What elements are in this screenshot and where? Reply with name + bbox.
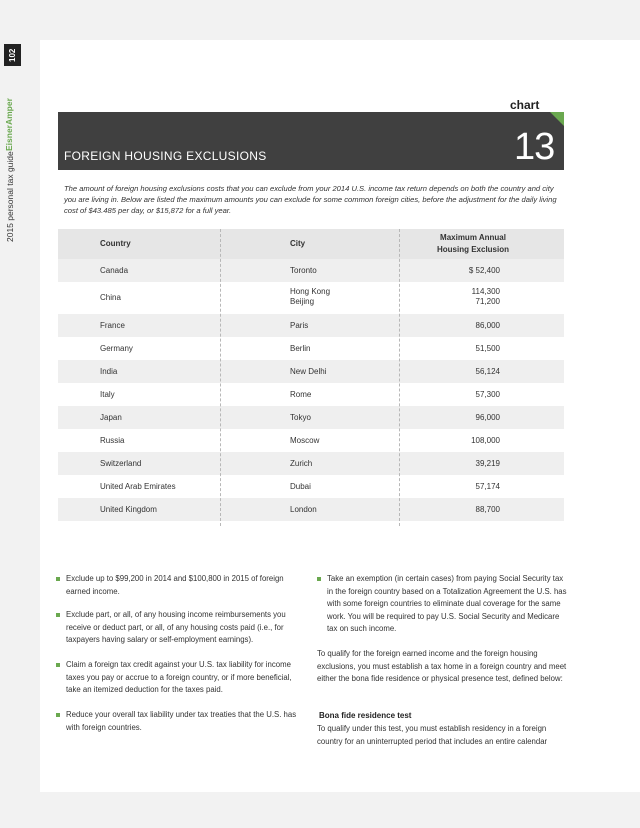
table-row [58, 406, 564, 429]
cell-country [100, 505, 157, 514]
country-name: France [100, 321, 125, 330]
bullet-square-icon [56, 613, 60, 617]
bullet-square-icon [56, 713, 60, 717]
bullet-item: Reduce your overall tax liability under tax treaties that the U.S. has with foreign countries. [66, 709, 306, 734]
column-divider [399, 229, 400, 526]
cell-amount [476, 344, 500, 354]
page-number: 102 [4, 44, 21, 66]
table-row [58, 314, 564, 337]
bullet-item: Claim a foreign tax credit against your U.S. tax liability for income taxes you pay or accrue to a foreign country, or if more beneficial, take an itemized deduction for the taxes paid. [66, 659, 306, 697]
bullet-item: Take an exemption (in certain cases) from paying Social Security tax in the foreign country based on a Totalization Agreement the U.S. has with some foreign countries to eliminate dual coverage for the same work. You will be required to pay U.S. Social Security and Medicare tax on such income. [327, 573, 567, 636]
table-row [58, 360, 564, 383]
cell-country [100, 459, 141, 468]
city-name: Hong Kong [290, 287, 331, 296]
cell-country [100, 344, 133, 353]
body-paragraph: To qualify for the foreign earned income and the foreign housing exclusions, you must establish a tax home in a foreign country and meet either the bona fide residence or physical presence test, defined below: [317, 649, 567, 683]
cell-city [290, 321, 308, 331]
chart-number-box [506, 112, 564, 170]
section-subheading: Bona fide residence test [319, 711, 412, 720]
amount-value: 114,300 [471, 287, 500, 296]
table-row [58, 282, 564, 314]
table-row [58, 475, 564, 498]
chart-title: FOREIGN HOUSING EXCLUSIONS [64, 149, 267, 163]
cell-amount [471, 436, 500, 446]
country-name: Russia [100, 436, 125, 445]
cell-country [100, 293, 121, 302]
cell-country [100, 266, 128, 275]
country-name: China [100, 293, 121, 302]
amount-value: $ 52,400 [468, 266, 500, 275]
city-name: Paris [290, 321, 309, 330]
cell-country [100, 367, 117, 376]
cell-amount [469, 266, 500, 276]
country-name: Italy [100, 390, 115, 399]
city-name: Moscow [290, 436, 320, 445]
amount-value: 108,000 [471, 436, 500, 445]
cell-city [290, 413, 311, 423]
brand-name: EisnerAmper [4, 98, 14, 152]
column-divider [220, 229, 221, 526]
city-name: Beijing [290, 297, 315, 306]
cell-city [290, 367, 326, 377]
city-name: Tokyo [290, 413, 311, 422]
amount-value: 57,300 [475, 390, 500, 399]
cell-country [100, 482, 176, 491]
cell-amount [476, 482, 500, 492]
amount-value: 57,174 [475, 482, 500, 491]
bullet-square-icon [317, 577, 321, 581]
city-name: New Delhi [290, 367, 327, 376]
cell-amount [476, 367, 500, 377]
table-row [58, 452, 564, 475]
amount-value: 88,700 [475, 505, 500, 514]
cell-city [290, 266, 317, 276]
amount-value: 71,200 [475, 297, 500, 306]
cell-city [290, 505, 317, 515]
header-country: Country [100, 239, 131, 248]
chart-number: 13 [514, 126, 555, 168]
runner-text: 2015 personal tax guide [5, 151, 15, 242]
table-header [58, 229, 564, 259]
header-amount [418, 232, 528, 256]
cell-amount [476, 390, 500, 400]
header-amount-line2: Housing Exclusion [436, 245, 509, 254]
bullet-item: Exclude up to $99,200 in 2014 and $100,800 in 2015 of foreign earned income. [66, 573, 306, 598]
cell-city [290, 344, 310, 354]
cell-country [100, 436, 124, 445]
city-name: Berlin [290, 344, 311, 353]
body-paragraph: To qualify under this test, you must establish residency in a foreign country for an uninterrupted period that includes an entire calendar [317, 724, 548, 746]
cell-country [100, 413, 122, 422]
table-row [58, 498, 564, 521]
amount-value: 56,124 [475, 367, 500, 376]
running-header [4, 72, 16, 242]
city-name: London [290, 505, 317, 514]
amount-value: 96,000 [475, 413, 500, 422]
city-name: Zurich [290, 459, 313, 468]
bullet-square-icon [56, 663, 60, 667]
table-row [58, 383, 564, 406]
intro-text: The amount of foreign housing exclusions costs that you can exclude from your 2014 U.S. income tax return depends on both the country and city you are living in. Below are listed the maximum amounts you can exclude for some common foreign cities, before the adjustment for the daily living cost of $43.485 per day, or $15,872 for a full year. [64, 184, 557, 215]
country-name: Germany [100, 344, 133, 353]
city-name: Rome [290, 390, 312, 399]
country-name: Japan [100, 413, 122, 422]
cell-amount [472, 287, 500, 307]
cell-country [100, 390, 115, 399]
amount-value: 39,219 [475, 459, 500, 468]
country-name: Switzerland [100, 459, 142, 468]
housing-table [58, 229, 564, 521]
cell-amount [476, 413, 500, 423]
cell-city [290, 287, 330, 307]
cell-country [100, 321, 125, 330]
country-name: India [100, 367, 118, 376]
cell-amount [476, 505, 500, 515]
cell-amount [476, 321, 500, 331]
amount-value: 86,000 [475, 321, 500, 330]
country-name: Canada [100, 266, 129, 275]
bullet-item: Exclude part, or all, of any housing income reimbursements you receive or deduct part, or all, of any housing costs paid (i.e., for taxpayers having salary or self-employment earnings). [66, 609, 306, 647]
cell-city [290, 482, 311, 492]
chart-label: chart [510, 98, 540, 112]
table-row [58, 337, 564, 360]
corner-accent-icon [550, 112, 564, 126]
header-city: City [290, 239, 306, 248]
country-name: United Arab Emirates [100, 482, 176, 491]
city-name: Dubai [290, 482, 311, 491]
cell-amount [476, 459, 500, 469]
amount-value: 51,500 [475, 344, 500, 353]
city-name: Toronto [290, 266, 317, 275]
country-name: United Kingdom [100, 505, 157, 514]
table-row [58, 429, 564, 452]
header-amount-line1: Maximum Annual [440, 233, 506, 242]
cell-city [290, 459, 312, 469]
table-row [58, 259, 564, 282]
cell-city [290, 436, 319, 446]
cell-city [290, 390, 311, 400]
bullet-square-icon [56, 577, 60, 581]
